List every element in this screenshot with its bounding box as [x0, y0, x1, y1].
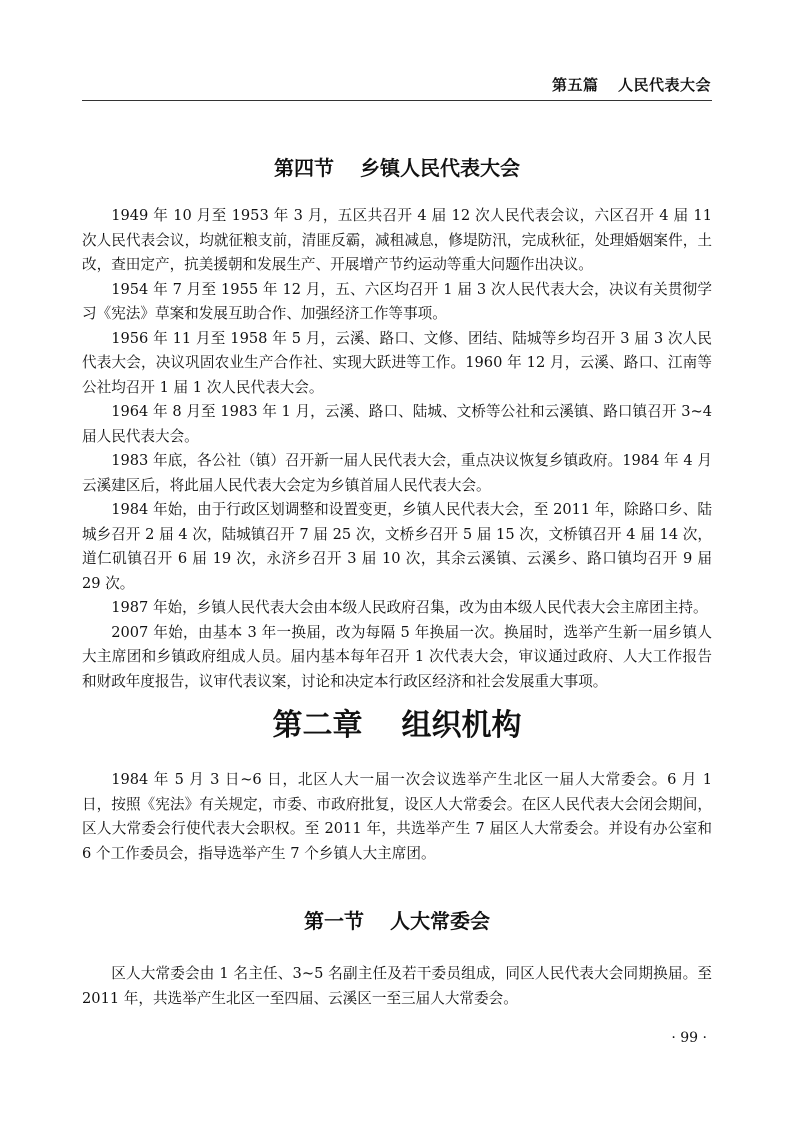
paragraph: 1984 年 5 月 3 日~6 日，北区人大一届一次会议选举产生北区一届人大常委会。6 月 1 日，按照《宪法》有关规定，市委、市政府批复，设区人大常委会。在区人民代表大会闭会期间，区人大常委会行使代表大会职权。至 2011 年，共选举产生 7 届区人大常委会。并设有办公室和 6 个工作委员会，指导选举产生 7 个乡镇人大主席团。: [82, 771, 712, 862]
chapter-title: 组织机构: [401, 708, 522, 743]
section-title: 人大常委会: [390, 909, 490, 933]
paragraph: 1954 年 7 月至 1955 年 12 月，五、六区均召开 1 届 3 次人民代表大会，决议有关贯彻学习《宪法》草案和发展互助合作、加强经济工作等事项。: [82, 280, 712, 322]
paragraph: 1983 年底，各公社（镇）召开新一届人民代表大会，重点决议恢复乡镇政府。1984 年 4 月云溪建区后，将此届人民代表大会定为乡镇首届人民代表大会。: [82, 452, 712, 494]
section-number: 第四节: [274, 156, 334, 180]
paragraph: 1987 年始，乡镇人民代表大会由本级人民政府召集，改为由本级人民代表大会主席团主持。: [111, 599, 708, 616]
section-4-body: [82, 204, 712, 694]
section-title: 乡镇人民代表大会: [360, 156, 520, 180]
chapter-2-body: [82, 768, 712, 866]
paragraph: 1984 年始，由于行政区划调整和设置变更，乡镇人民代表大会，至 2011 年，除路口乡、陆城乡召开 2 届 4 次，陆城镇召开 7 届 25 次，文桥乡召开 5 届 15 次，文桥镇召开 4 届 14 次，道仁矶镇召开 6 届 19 次，永济乡召开 3 届 10 次，其余云溪镇、云溪乡、路口镇均召开 9 届 29 次。: [82, 501, 712, 592]
paragraph: 区人大常委会由 1 名主任、3~5 名副主任及若干委员组成，同区人民代表大会同期换届。至 2011 年，共选举产生北区一至四届、云溪区一至三届人大常委会。: [82, 965, 712, 1007]
paragraph: 1949 年 10 月至 1953 年 3 月，五区共召开 4 届 12 次人民代表会议，六区召开 4 届 11 次人民代表会议，均就征粮支前，清匪反霸，减租减息，修堤防汛，完成秋征，处理婚姻案件，土改，查田定产，抗美援朝和发展生产、开展增产节约运动等重大问题作出决议。: [82, 207, 712, 273]
section-heading-1: [82, 905, 712, 934]
part-label: 第五篇: [551, 76, 599, 94]
part-title: 人民代表大会: [617, 76, 711, 94]
chapter-number: 第二章: [272, 708, 363, 743]
running-header: [552, 74, 711, 95]
header-rule: [82, 100, 712, 101]
section-heading-4: [82, 152, 712, 181]
section-1-body: [82, 962, 712, 1011]
page-number: · 99 ·: [671, 1030, 707, 1046]
paragraph: 1964 年 8 月至 1983 年 1 月，云溪、路口、陆城、文桥等公社和云溪镇、路口镇召开 3~4 届人民代表大会。: [82, 403, 712, 445]
chapter-heading: [82, 700, 712, 744]
paragraph: 2007 年始，由基本 3 年一换届，改为每隔 5 年换届一次。换届时，选举产生新一届乡镇人大主席团和乡镇政府组成人员。届内基本每年召开 1 次代表大会，审议通过政府、人大工作报告和财政年度报告，议审代表议案，讨论和决定本行政区经济和社会发展重大事项。: [82, 623, 712, 690]
paragraph: 1956 年 11 月至 1958 年 5 月，云溪、路口、文修、团结、陆城等乡均召开 3 届 3 次人民代表大会，决议巩固农业生产合作社、实现大跃进等工作。1960 年 12 月，云溪、路口、江南等公社均召开 1 届 1 次人民代表大会。: [82, 329, 712, 396]
section-number: 第一节: [304, 909, 364, 933]
